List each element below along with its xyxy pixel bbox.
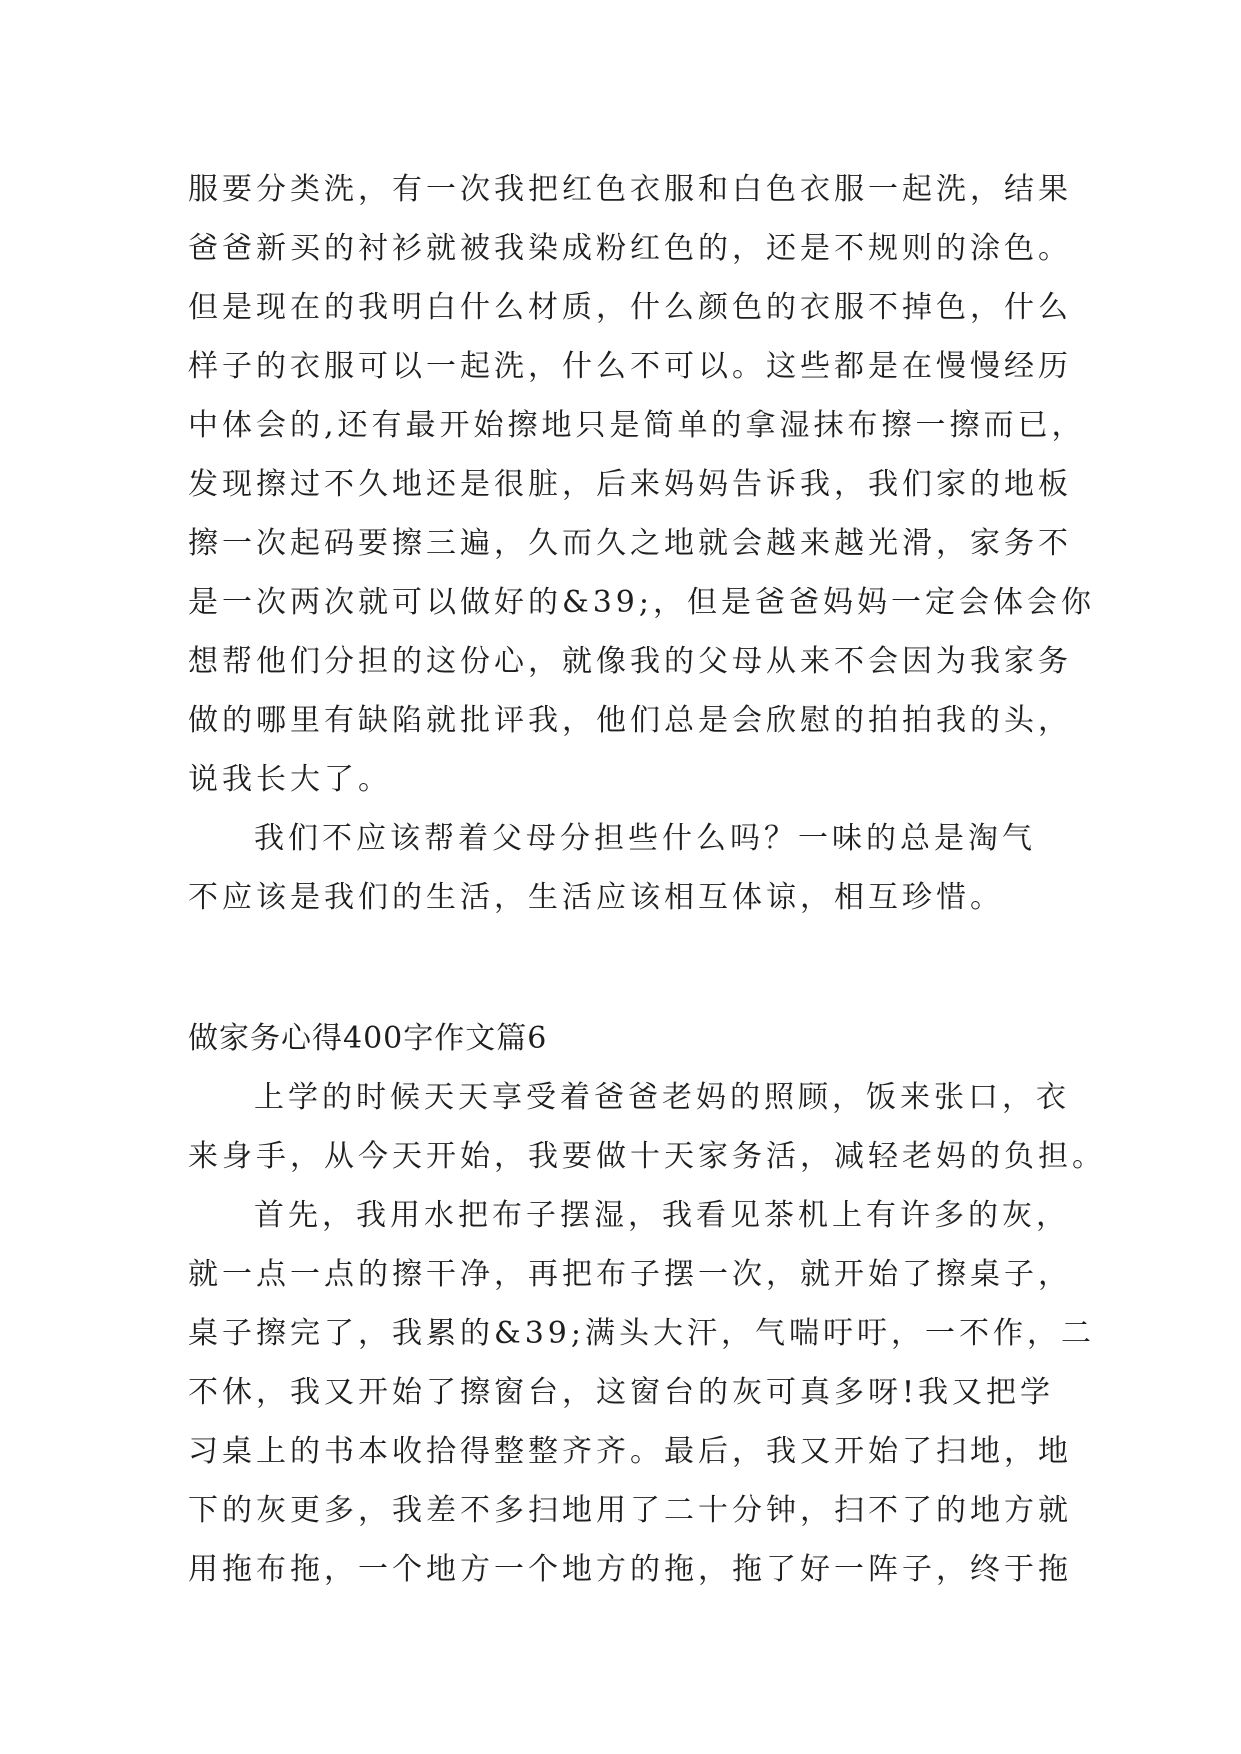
paragraph xyxy=(188,809,1068,927)
text-line: 不休，我又开始了擦窗台，这窗台的灰可真多呀!我又把学 xyxy=(188,1375,1055,1410)
text-line: 下的灰更多，我差不多扫地用了二十分钟，扫不了的地方就 xyxy=(188,1493,1072,1528)
text-line: 首先，我用水把布子摆湿，我看见茶机上有许多的灰， xyxy=(254,1198,1070,1233)
paragraph-continued xyxy=(188,160,1095,809)
text-line: 做的哪里有缺陷就批评我，他们总是会欣慰的拍拍我的头， xyxy=(188,703,1072,738)
section-heading: 做家务心得400字作文篇6 xyxy=(188,1021,548,1056)
section-spacer xyxy=(188,927,1068,1009)
paragraph xyxy=(188,1068,1106,1186)
text-line: 桌子擦完了，我累的&39;满头大汗，气喘吁吁，一不作，二 xyxy=(188,1316,1095,1351)
text-line: 中体会的,还有最开始擦地只是简单的拿湿抹布擦一擦而已， xyxy=(188,408,1086,443)
text-line: 服要分类洗，有一次我把红色衣服和白色衣服一起洗，结果 xyxy=(188,172,1072,207)
text-line: 样子的衣服可以一起洗，什么不可以。这些都是在慢慢经历 xyxy=(188,349,1072,384)
text-line: 爸爸新买的衬衫就被我染成粉红色的，还是不规则的涂色。 xyxy=(188,231,1072,266)
text-line: 擦一次起码要擦三遍，久而久之地就会越来越光滑，家务不 xyxy=(188,526,1072,561)
text-line: 来身手，从今天开始，我要做十天家务活，减轻老妈的负担。 xyxy=(188,1139,1106,1174)
text-line: 但是现在的我明白什么材质，什么颜色的衣服不掉色，什么 xyxy=(188,290,1072,325)
text-line: 想帮他们分担的这份心，就像我的父母从来不会因为我家务 xyxy=(188,644,1072,679)
text-line: 就一点一点的擦干净，再把布子摆一次，就开始了擦桌子， xyxy=(188,1257,1072,1292)
text-line: 发现擦过不久地还是很脏，后来妈妈告诉我，我们家的地板 xyxy=(188,467,1072,502)
text-line: 是一次两次就可以做好的&39;，但是爸爸妈妈一定会体会你 xyxy=(188,585,1095,620)
text-line: 用拖布拖，一个地方一个地方的拖，拖了好一阵子，终于拖 xyxy=(188,1552,1072,1587)
text-line: 我们不应该帮着父母分担些什么吗？一味的总是淘气 xyxy=(254,821,1036,856)
text-line: 说我长大了。 xyxy=(188,762,392,797)
text-line: 上学的时候天天享受着爸爸老妈的照顾，饭来张口，衣 xyxy=(254,1080,1070,1115)
text-line: 不应该是我们的生活，生活应该相互体谅，相互珍惜。 xyxy=(188,880,1004,915)
text-line: 习桌上的书本收拾得整整齐齐。最后，我又开始了扫地，地 xyxy=(188,1434,1072,1469)
document-body xyxy=(188,160,1106,1599)
paragraph xyxy=(188,1186,1095,1599)
